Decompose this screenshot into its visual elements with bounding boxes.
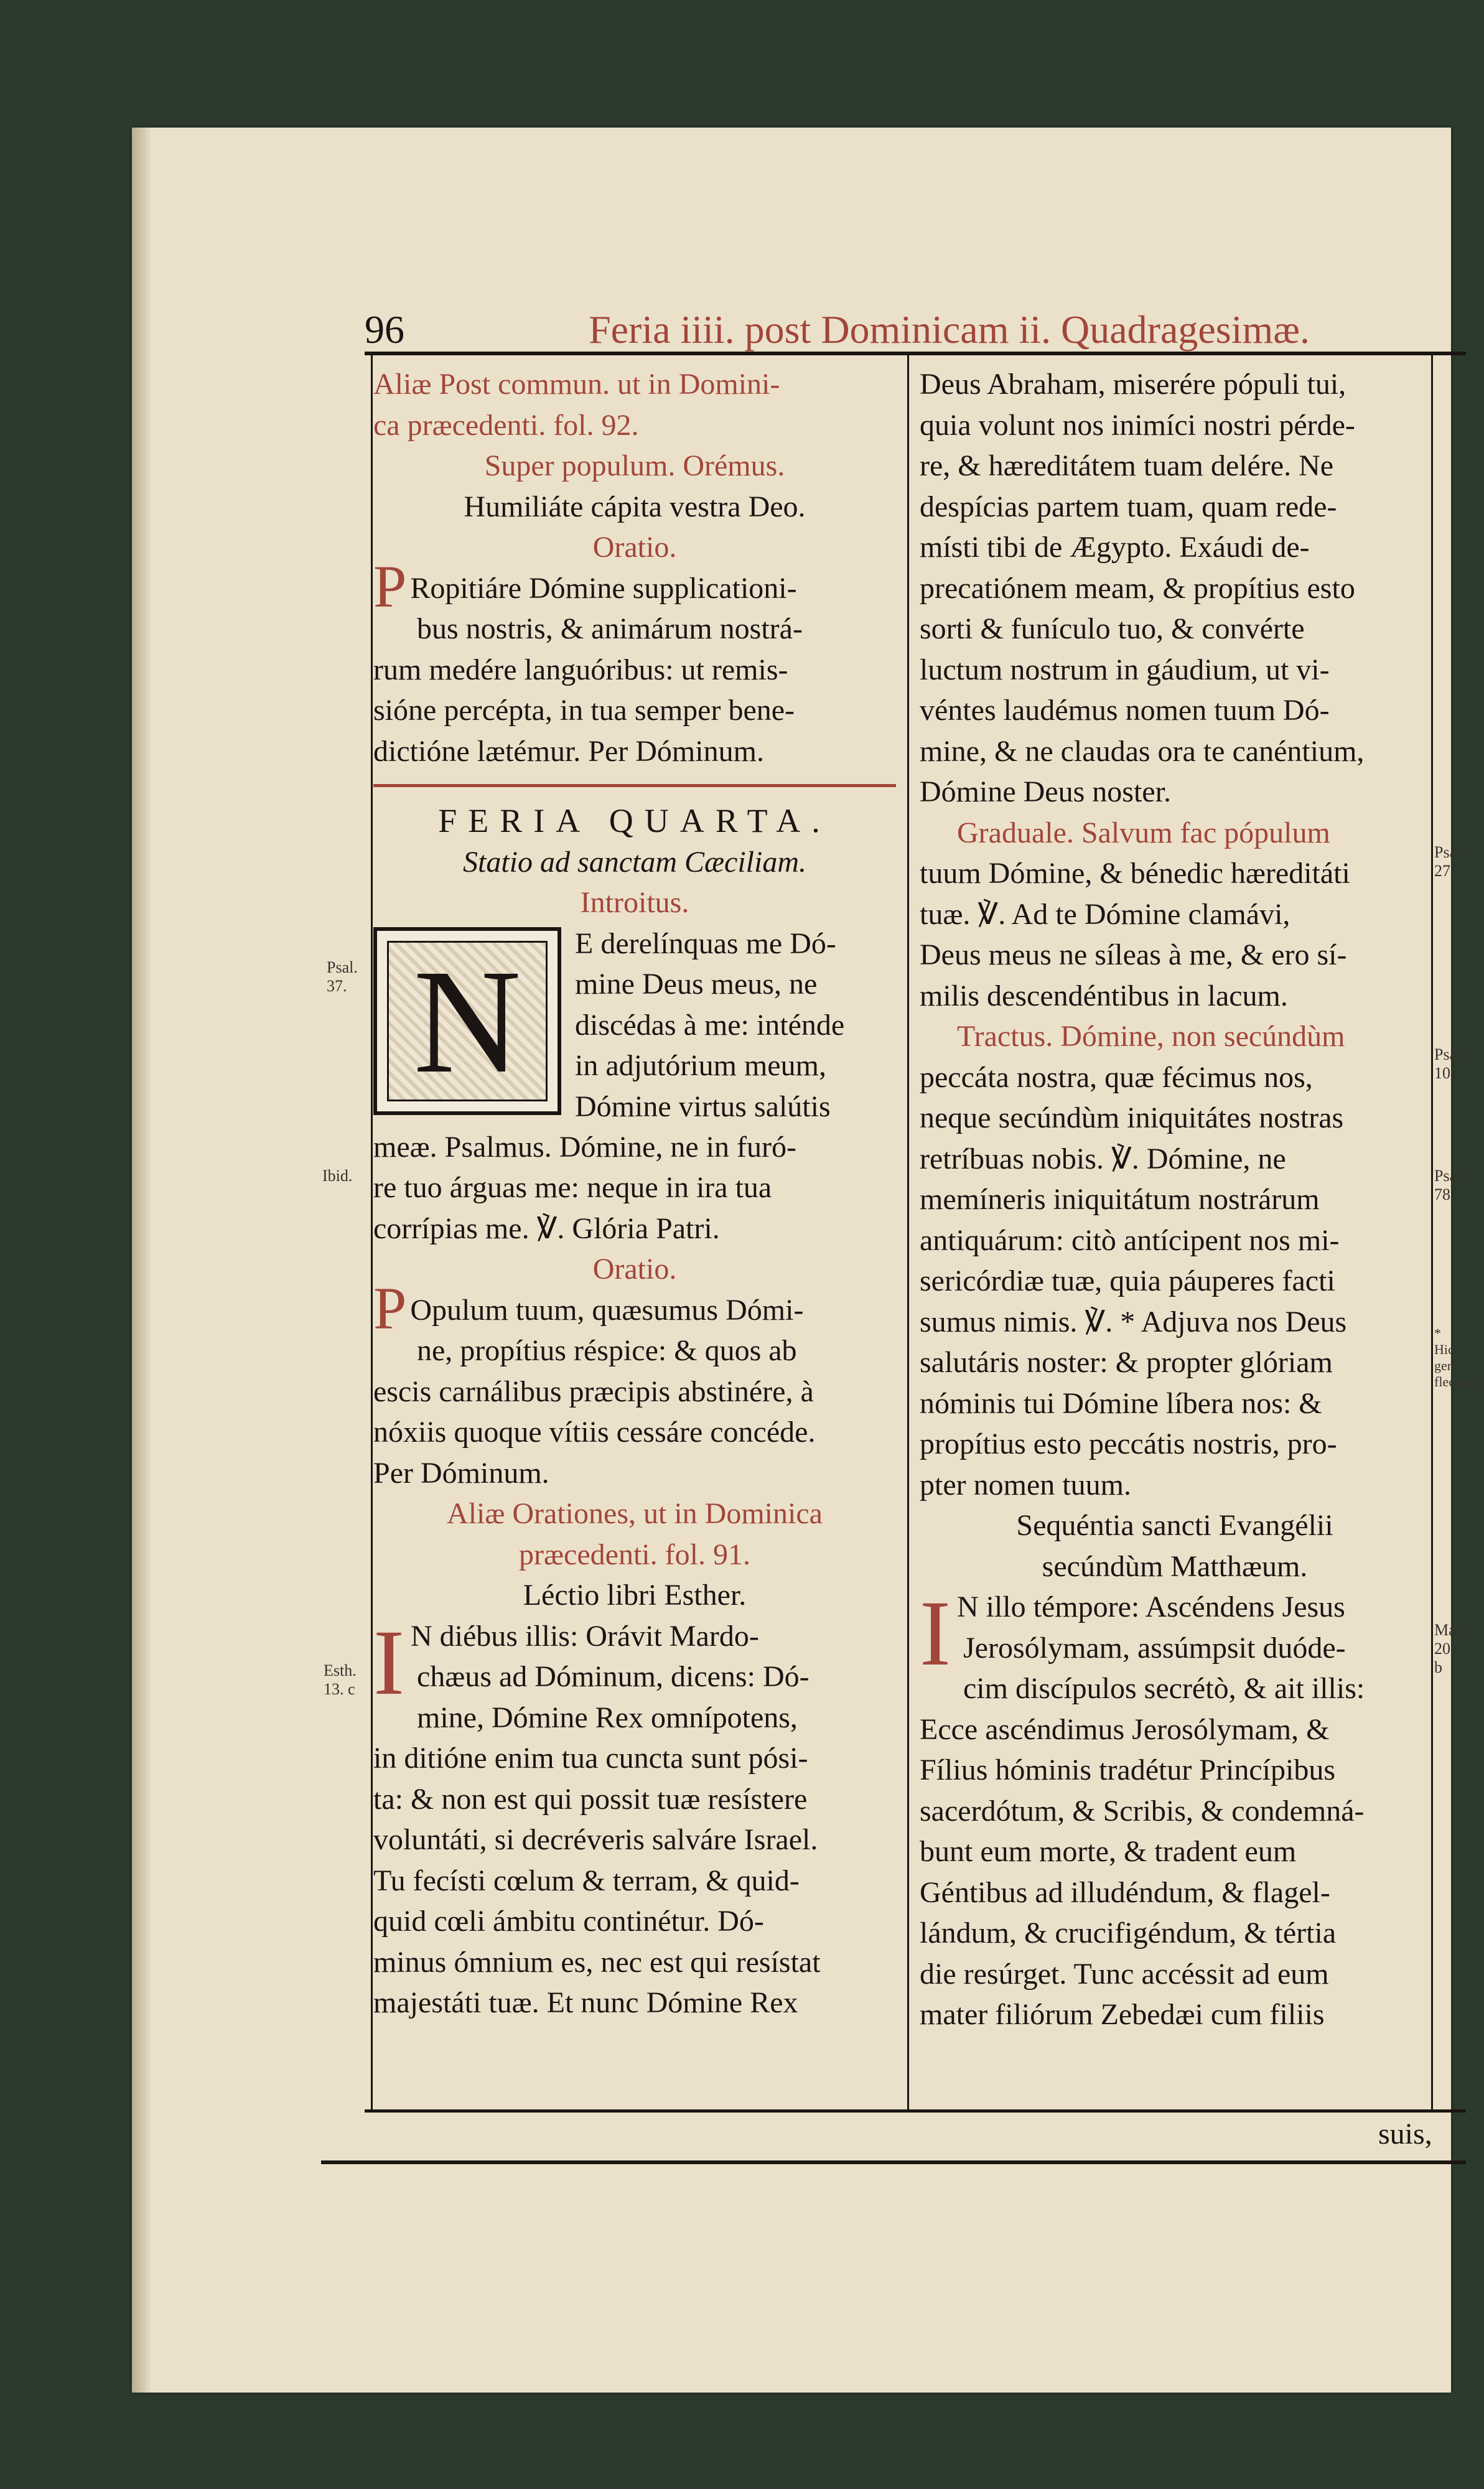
text-line: chæus ad Dóminum, dicens: Dó- xyxy=(417,1660,810,1693)
text-line: Super populum. Orémus. xyxy=(484,449,785,482)
text-line: mine, & ne claudas ora te canéntium, xyxy=(920,734,1365,768)
text-line: véntes laudémus nomen tuum Dó- xyxy=(920,694,1330,727)
left-column xyxy=(373,364,896,2024)
heading-oratio: Oratio. xyxy=(592,1253,677,1286)
text-line: Jerosólymam, assúmpsit duóde- xyxy=(963,1631,1346,1665)
text-line: lándum, & crucifigéndum, & tértia xyxy=(920,1917,1337,1950)
gospel-heading: secúndùm Matthæum. xyxy=(1042,1549,1308,1583)
text-line: re tuo árguas me: neque in ira tua xyxy=(373,1171,772,1204)
text-line: bus nostris, & animárum nostrá- xyxy=(417,612,803,645)
margin-note: Psal. 102. xyxy=(1434,1045,1465,1082)
ornamental-initial xyxy=(373,927,561,1115)
text-line: minus ómnium es, nec est qui resístat xyxy=(373,1945,821,1979)
page-number: 96 xyxy=(365,307,404,352)
margin-note: Matt. 20. b xyxy=(1434,1621,1469,1676)
text-line: voluntáti, si decréveris salváre Israel. xyxy=(373,1823,818,1856)
text-line: sumus nimis. ℣. * Adjuva nos Deus xyxy=(920,1305,1347,1338)
text-line: místi tibi de Ægypto. Exáudi de- xyxy=(920,531,1310,564)
margin-note: Esth. 13. c xyxy=(324,1661,357,1698)
text-line: retríbuas nobis. ℣. Dómine, ne xyxy=(920,1142,1286,1175)
text-line: nóxiis quoque vítiis cessáre concéde. xyxy=(373,1416,816,1449)
text-line: in adjutórium meum, xyxy=(575,1049,826,1082)
text-line: milis descendéntibus in lacum. xyxy=(920,979,1288,1012)
text-line xyxy=(373,1274,896,1342)
text-line: Deus meus ne síleas à me, & ero sí- xyxy=(920,938,1347,971)
left-column-rule xyxy=(371,352,373,2109)
text-line: antiquárum: citò antícipent nos mi- xyxy=(920,1223,1340,1257)
text-line: neque secúndùm iniquitátes nostras xyxy=(920,1101,1344,1134)
margin-note: * Hic genu flectitur. xyxy=(1434,1325,1480,1389)
right-column xyxy=(920,364,1430,2035)
text-line: die resúrget. Tunc accéssit ad eum xyxy=(920,1957,1329,1991)
text-line: salutáris noster: & propter glóriam xyxy=(920,1346,1333,1379)
text-line: Géntibus ad illudéndum, & flagel- xyxy=(920,1875,1330,1909)
margin-note: Psal. 37. xyxy=(327,958,358,995)
text-line: rum medére languóribus: ut remis- xyxy=(373,653,788,686)
text-line: escis carnálibus præcipis abstinére, à xyxy=(373,1375,814,1408)
text-line: pter nomen tuum. xyxy=(920,1468,1131,1501)
text-line: tuæ. ℣. Ad te Dómine clamávi, xyxy=(920,897,1290,931)
introitus-heading: Introitus. xyxy=(580,886,689,919)
rubric-line: Aliæ Orationes, ut in Dominica xyxy=(447,1497,823,1530)
margin-note: Ibid. xyxy=(322,1167,353,1185)
text-line: luctum nostrum in gáudium, ut vi- xyxy=(920,653,1330,686)
running-title: Feria iiii. post Dominicam ii. Quadragesimæ. xyxy=(589,307,1310,352)
text-line: nóminis tui Dómine líbera nos: & xyxy=(920,1386,1322,1420)
text-line: cim discípulos secrétò, & ait illis: xyxy=(963,1672,1365,1705)
text-line: memíneris iniquitátum nostrárum xyxy=(920,1183,1320,1216)
text-line: ne, propítius réspice: & quos ab xyxy=(417,1334,797,1367)
text-line: quia volunt nos inimíci nostri pérde- xyxy=(920,408,1355,442)
margin-note: Psal. 78. xyxy=(1434,1167,1465,1203)
text-line: Dómine virtus salútis xyxy=(575,1090,831,1123)
gospel-heading: Sequéntia sancti Evangélii xyxy=(1016,1509,1333,1542)
middle-column-rule xyxy=(907,352,909,2109)
text-line: bunt eum morte, & tradent eum xyxy=(920,1835,1297,1868)
drop-capital: P xyxy=(373,1274,407,1342)
tractus-line: Tractus. Dómine, non secúndùm xyxy=(957,1020,1345,1053)
introit-block xyxy=(373,923,896,1127)
drop-capital: I xyxy=(373,1610,404,1714)
text-line: precatiónem meam, & propítius esto xyxy=(920,571,1355,605)
text-line: sorti & funículo tuo, & convérte xyxy=(920,612,1305,645)
text-line: despícias partem tuam, quam rede- xyxy=(920,490,1337,523)
text-line: Fílius hóminis tradétur Princípibus xyxy=(920,1754,1335,1786)
text-line: propítius esto peccátis nostris, pro- xyxy=(920,1427,1337,1460)
text-span: N diébus illis: Orávit Mardo- xyxy=(410,1619,759,1653)
text-line: tuum Dómine, & bénedic hæreditáti xyxy=(920,857,1350,890)
lectio-heading: Léctio libri Esther. xyxy=(523,1579,747,1612)
text-line: Ecce ascéndimus Jerosólymam, & xyxy=(920,1712,1330,1746)
text-line: ta: & non est qui possit tuæ resístere xyxy=(373,1782,808,1816)
station-line: Statio ad sanctam Cæciliam. xyxy=(463,845,806,879)
bottom-rule xyxy=(321,2160,1466,2164)
rubric: ca præcedenti. fol. 92. xyxy=(373,408,639,442)
right-column-rule xyxy=(1431,352,1433,2109)
text-line: Tu fecísti cœlum & terram, & quid- xyxy=(373,1864,800,1897)
drop-capital: I xyxy=(920,1582,951,1685)
text-span: Opulum tuum, quæsumus Dómi- xyxy=(410,1293,804,1327)
text-line: E derelínquas me Dó- xyxy=(575,927,836,960)
text-line: sacerdótum, & Scribis, & condemná- xyxy=(920,1794,1365,1828)
text-span: N illo témpore: Ascéndens Jesus xyxy=(956,1590,1345,1623)
text-line: Per Dóminum. xyxy=(373,1456,549,1490)
text-line xyxy=(373,553,896,620)
text-line: discédas à me: inténde xyxy=(575,1008,845,1042)
text-line: sericórdiæ tuæ, quia páuperes facti xyxy=(920,1264,1335,1297)
text-line: in ditióne enim tua cuncta sunt pósi- xyxy=(373,1742,808,1775)
text-line: sióne percépta, in tua semper bene- xyxy=(373,694,795,727)
catchword: suis, xyxy=(1378,2118,1432,2150)
text-line: Dómine Deus noster. xyxy=(920,775,1171,808)
footer-rule xyxy=(365,2109,1466,2113)
text-line: meæ. Psalmus. Dómine, ne in furó- xyxy=(373,1130,796,1164)
initial-letter: N xyxy=(413,938,521,1104)
running-header xyxy=(365,307,1466,350)
text-line: Deus Abraham, miserére pópuli tui, xyxy=(920,368,1346,401)
drop-capital: P xyxy=(373,553,407,620)
heading-oratio: Oratio. xyxy=(592,531,677,564)
text-line: majestáti tuæ. Et nunc Dómine Rex xyxy=(373,1986,798,2019)
page-edge xyxy=(132,128,151,2393)
header-rule xyxy=(365,352,1466,355)
text-line: corrípias me. ℣. Glória Patri. xyxy=(373,1212,720,1245)
text-line: peccáta nostra, quæ fécimus nos, xyxy=(920,1060,1313,1094)
text-line: mater filiórum Zebedæi cum filiis xyxy=(920,1998,1325,2031)
section-divider xyxy=(373,784,896,787)
text-line: mine Deus meus, ne xyxy=(575,968,818,1001)
text-line: re, & hæreditátem tuam delére. Ne xyxy=(920,449,1334,482)
text-line: Humiliáte cápita vestra Deo. xyxy=(464,490,806,523)
text-span: Ropitiáre Dómine supplicationi- xyxy=(410,571,797,605)
section-title: FERIA QUARTA. xyxy=(438,802,831,839)
text-line: quid cœli ámbitu continétur. Dó- xyxy=(373,1905,764,1938)
text-line: dictióne lætémur. Per Dóminum. xyxy=(373,734,764,768)
text-line xyxy=(373,405,896,446)
margin-note: Psal. 27. xyxy=(1434,843,1465,880)
text-line: mine, Dómine Rex omnípotens, xyxy=(417,1701,798,1734)
graduale-line: Graduale. Salvum fac pópulum xyxy=(957,816,1330,849)
text-line: Aliæ Post commun. ut in Domini- xyxy=(373,368,780,401)
rubric-line: præcedenti. fol. 91. xyxy=(519,1538,750,1571)
